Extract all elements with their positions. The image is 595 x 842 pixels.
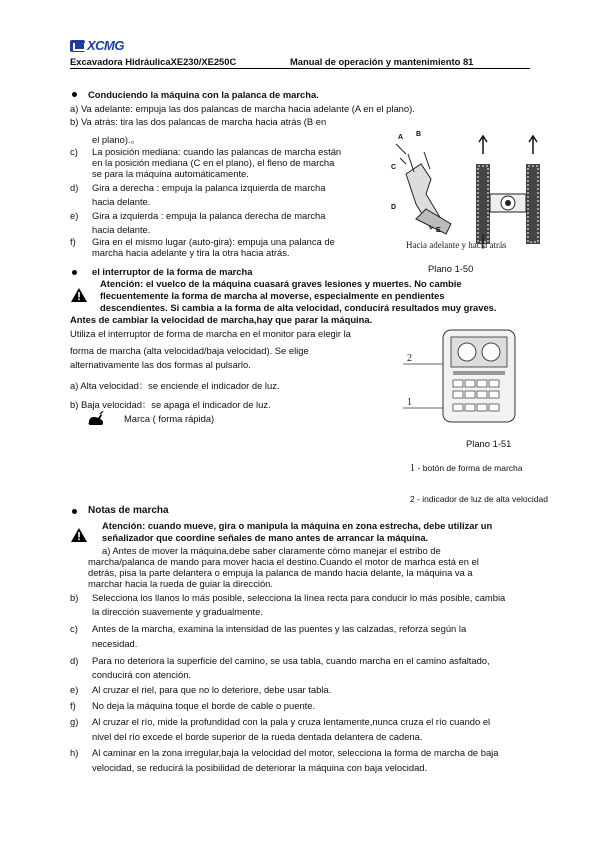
section1-item-d-cont: hacia delante. bbox=[92, 196, 151, 207]
list-label: f) bbox=[70, 236, 76, 247]
legend-1-number: 1 bbox=[410, 463, 415, 474]
brand-name: XCMG bbox=[87, 38, 124, 53]
section2-paragraph: Utiliza el interruptor de forma de marcha en el monitor para elegir la bbox=[70, 328, 351, 339]
section3-item-a: a) Antes de mover la máquina,debe saber claramente cómo manejar el estribo de bbox=[102, 545, 441, 556]
list-label: g) bbox=[70, 716, 79, 727]
section2-item-a: a) Alta velocidad：se enciende el indicador de luz. bbox=[70, 380, 280, 391]
section3-item-a-cont: marcha/palanca de mando para mover hacia el destino.Cuando el motor de marhca está en el bbox=[88, 556, 479, 567]
fig-letter-e: E bbox=[436, 227, 441, 234]
list-label: c) bbox=[70, 623, 78, 634]
section3-item-g-cont: nivel del río excede el borde superior de la rueda dentada delantera de cadena. bbox=[92, 731, 423, 742]
section1-item-b-cont: el plano).。 bbox=[92, 134, 140, 145]
list-label: f) bbox=[70, 700, 76, 711]
section3-item-a-cont: marchar hacia la rueda de guiar la dirección. bbox=[88, 578, 273, 589]
legend-1 bbox=[410, 462, 523, 474]
fig-letter-b: B bbox=[416, 131, 422, 138]
fig-letter-d: D bbox=[391, 204, 397, 211]
section1-item-e-cont: hacia delante. bbox=[92, 224, 151, 235]
list-label: h) bbox=[70, 747, 79, 758]
section3-item-h: Al caminar en la zona irregular,baja la velocidad del motor, selecciona la forma de marcha de baja bbox=[92, 747, 499, 758]
section3-item-b-cont: la dirección suavemente y gradualmente. bbox=[92, 606, 263, 617]
section1-item-c: La posición mediana: cuando las palancas de marcha están bbox=[92, 146, 342, 157]
xcmg-logo-mark bbox=[70, 40, 85, 52]
legend-1-text: - botón de forma de marcha bbox=[417, 463, 523, 473]
section3-warning: Atención: cuando mueve, gira o manipula la máquina en zona estrecha, debe utilizar un bbox=[102, 520, 493, 531]
section3-item-c: Antes de la marcha, examina la intensidad de las puentes y las calzadas, reforza según la bbox=[92, 623, 467, 634]
section3-item-d-cont: conducirá con atención. bbox=[92, 669, 192, 680]
section1-item-c-cont: se para la máquina automáticamente. bbox=[92, 168, 249, 179]
list-label: d) bbox=[70, 182, 79, 193]
section3-item-d: Para no deteriora la superficie del camino, se usa tabla, cuando marcha en el camino asfaltado, bbox=[92, 655, 490, 666]
list-label: c) bbox=[70, 146, 78, 157]
bullet bbox=[72, 509, 77, 514]
warning-icon bbox=[70, 287, 88, 303]
section3-item-c-cont: necesidad. bbox=[92, 638, 138, 649]
section3-item-b: Selecciona los llanos lo más posible, selecciona la línea recta para conducir lo más posible, cambia bbox=[92, 592, 506, 603]
header-title: Excavadora HidráulicaXE230/XE250C bbox=[70, 56, 237, 67]
section1-item-b: b) Va atrás: tira las dos palancas de marcha hacia atrás (B en bbox=[70, 116, 327, 127]
rabbit-icon bbox=[86, 411, 106, 427]
bullet bbox=[72, 270, 77, 275]
section1-item-a: a) Va adelante: empuja las dos palancas de marcha hacia adelante (A en el plano). bbox=[70, 103, 415, 114]
bullet bbox=[72, 92, 77, 97]
section1-item-e: Gira a izquierda : empuja la palanca derecha de marcha bbox=[92, 210, 326, 221]
header-manual-page: Manual de operación y mantenimiento 81 bbox=[290, 56, 474, 67]
section3-heading: Notas de marcha bbox=[88, 505, 169, 516]
lever-left bbox=[408, 154, 414, 172]
lever-right bbox=[424, 152, 430, 169]
section2-paragraph-cont: forma de marcha (alta velocidad/baja velocidad). Se elige bbox=[70, 345, 309, 356]
fig-number-1: 1 bbox=[407, 397, 412, 408]
section3-warning-cont: señalizador que coordine señales de mano antes de arrancar la máquina. bbox=[102, 532, 429, 543]
legend-2: 2 - indicador de luz de alta velocidad bbox=[410, 494, 548, 504]
section2-paragraph-cont: alternativamente las dos formas al pulsarlo. bbox=[70, 359, 251, 370]
section1-item-c-cont: en la posición mediana (C en el plano), el fleno de marcha bbox=[92, 157, 335, 168]
xcmg-logo bbox=[70, 39, 132, 52]
figure-label-1-51: Plano 1-51 bbox=[466, 438, 512, 449]
section2-heading: el interruptor de la forma de marcha bbox=[92, 266, 253, 277]
warning-icon bbox=[70, 527, 88, 543]
fig-letter-c: C bbox=[391, 164, 397, 171]
undercarriage-diagram bbox=[476, 136, 540, 249]
fig-number-2: 2 bbox=[407, 353, 412, 364]
section1-item-d: Gira a derecha : empuja la palanca izquierda de marcha bbox=[92, 182, 326, 193]
section3-item-e: Al cruzar el riel, para que no lo deteriore, debe usar tabla. bbox=[92, 684, 332, 695]
arrow-marks bbox=[396, 144, 406, 164]
section3-item-h-cont: velocidad, se reducirá la posibilidad de deteriorar la máquina con baja velocidad. bbox=[92, 762, 428, 773]
section2-warning-cont: descendientes. Si cambia a la forma de alta velocidad, conducirá resultados muy graves. bbox=[100, 302, 497, 313]
section1-heading: Conduciendo la máquina con la palanca de marcha. bbox=[88, 89, 319, 100]
figure-caption-inner: Hacia adelante y hacia atrás bbox=[406, 240, 507, 250]
header-rule bbox=[70, 68, 530, 69]
list-label: e) bbox=[70, 684, 79, 695]
fig-letter-a: A bbox=[398, 134, 404, 141]
section2-warning: Atención: el vuelco de la máquina cuasará graves lesiones y muertes. No cambie bbox=[100, 278, 462, 289]
list-label: d) bbox=[70, 655, 79, 666]
section2-warning-cont: Antes de cambiar la velocidad de marcha,hay que parar la máquina. bbox=[70, 314, 373, 325]
figure-label-1-50: Plano 1-50 bbox=[428, 263, 474, 274]
figure-monitor bbox=[403, 325, 543, 425]
section3-item-a-cont: detrás, pisa la parte delantera o empuja la palanca de mando hacia delante, la máquina va a bbox=[88, 567, 473, 578]
section2-marca: Marca ( forma rápida) bbox=[124, 413, 215, 424]
section3-item-f: No deja la máquina toque el borde de cable o puente. bbox=[92, 700, 316, 711]
section3-item-g: Al cruzar el río, mide la profundidad con la pala y cruza lentamente,nunca cruza el río cuando el bbox=[92, 716, 491, 727]
list-label: b) bbox=[70, 592, 79, 603]
section1-item-f-cont: marcha hacia adelante y tira la otra hacia atrás. bbox=[92, 247, 290, 258]
section1-item-f: Gira en el mismo lugar (auto-gira): empuja una palanca de bbox=[92, 236, 335, 247]
figure-travel-levers bbox=[386, 124, 551, 254]
list-label: e) bbox=[70, 210, 79, 221]
section2-item-b: b) Baja velocidad：se apaga el indicador de luz. bbox=[70, 399, 271, 410]
section2-warning-cont: flecuentemente la forma de marcha al moverse, especialmente en pendientes bbox=[100, 290, 445, 301]
